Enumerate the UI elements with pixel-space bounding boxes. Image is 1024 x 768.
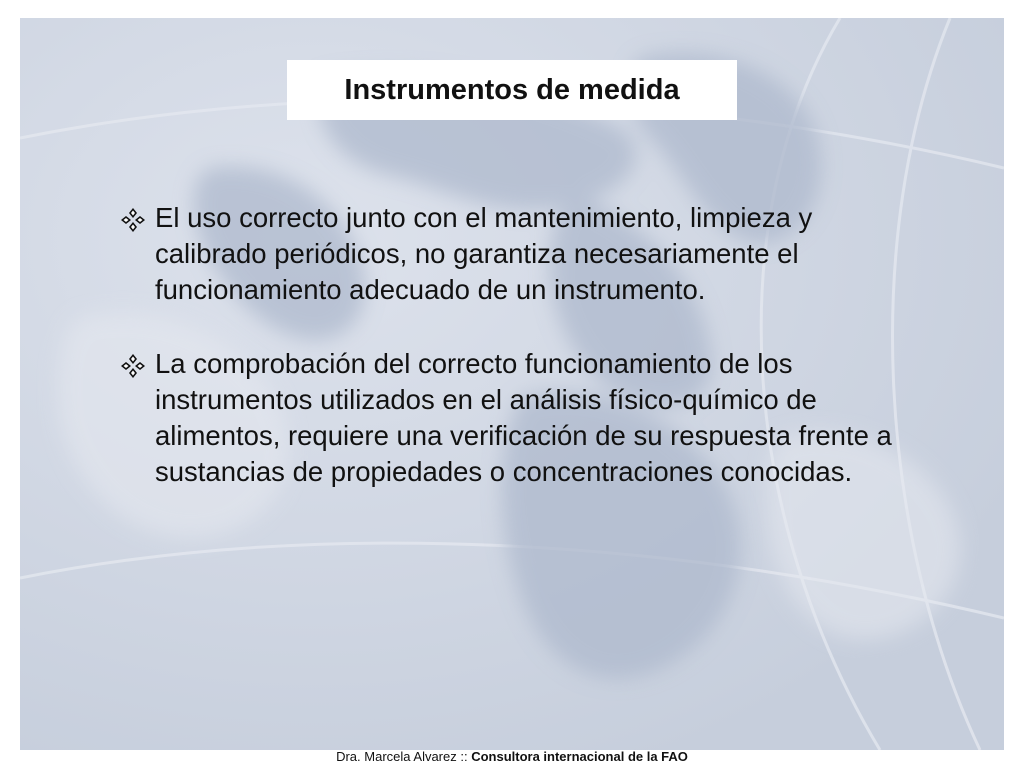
footer	[0, 748, 1024, 766]
bullet-text: El uso correcto junto con el mantenimiento, limpieza y calibrado periódicos, no garantiza necesariamente el funcionamiento adecuado de un instrumento.	[155, 202, 813, 305]
bullet-list	[119, 200, 899, 528]
slide-title: Instrumentos de medida	[344, 73, 680, 106]
bullet-item	[119, 200, 899, 308]
bullet-text: La comprobación del correcto funcionamiento de los instrumentos utilizados en el análisis físico-químico de alimentos, requiere una verificación de su respuesta frente a sustancias de propiedades o concentraciones conocidas.	[155, 348, 892, 487]
footer-author: Dra. Marcela Alvarez	[336, 749, 457, 764]
bullet-item	[119, 346, 899, 490]
diamond-bullet-icon	[119, 352, 147, 380]
diamond-bullet-icon	[119, 206, 147, 234]
footer-organization: Consultora internacional de la FAO	[471, 749, 688, 764]
footer-separator: ::	[456, 749, 472, 764]
title-box	[287, 60, 737, 120]
